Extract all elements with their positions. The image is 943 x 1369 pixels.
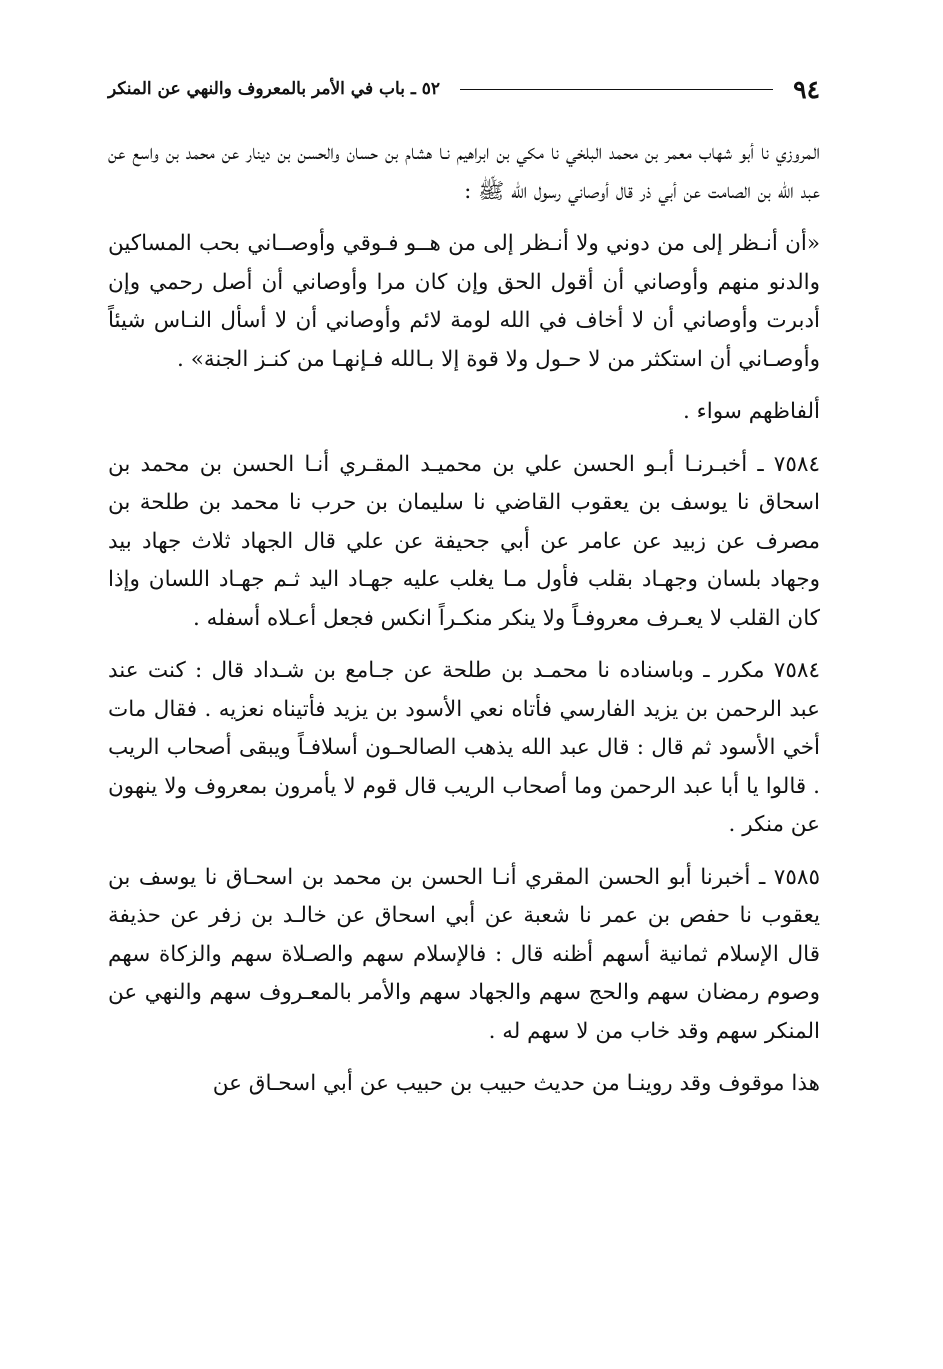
body-text: [108, 134, 820, 1118]
page-number: ٩٤: [793, 74, 820, 104]
paragraph-note: ألفاظهم سواء .: [683, 399, 820, 424]
paragraph-hadith-7584: ٧٥٨٤ ـ أخبـرنـا أبـو الحسن علي بن محميـد المقـري أنـا الحسن بن محمد بن اسحاق نا يوسف بن يعقوب القاضي نا سليمان بن حرب نا محمد بن طلحة بن مصرف عن زبيد عن عامر عن أبي جحيفة عن علي قال الجهاد ثلاث جهاد بيد وجهاد بلسان وجهـاد بقلب فأول مـا يغلب عليه جهـاد اليد ثـم جهـاد اللسان وإذا كان القلب لا يعـرف معروفـاً ولا ينكر منكـراً انكس فجعل أعـلاه أسفله .: [108, 451, 820, 631]
header-rule: [460, 89, 773, 90]
paragraph-hadith-7584-repeat: ٧٥٨٤ مكرر ـ وباسناده نا محمـد بن طلحة عن جـامع بن شـداد قال : كنت عند عبد الرحمن بن يزيد الفارسي فأتاه نعي الأسود بن يزيد فأتيناه نعزيه . فقال مات أخي الأسود ثم قال : قال عبد الله يذهب الصالحـون أسلافـاً ويبقى أصحاب الريب . قالوا يا أبا عبد الرحمن وما أصحاب الريب قال قوم لا يأمرون بمعروف ولا ينهون عن منكر .: [108, 658, 820, 837]
page-header: [108, 72, 820, 106]
paragraph-hadith-text: «أن أنـظر إلى من دوني ولا أنـظر إلى من هــو فـوقي وأوصــاني بحب المساكين والدنو منهم وأوصاني أن أقول الحق وإن كان مرا وأوصاني أن أصل رحمي وإن أدبرت وأوصاني أن لا أخاف في الله لومة لائم وأوصاني أن لا أسأل النـاس شيئاً وأوصـاني أن استكثر من لا حـول ولا قوة إلا بـالله فـإنهـا من كنـز الجنة» .: [108, 231, 820, 372]
paragraph-continuation: هذا موقوف وقد روينـا من حديث حبيب بن حبيب عن أبي اسحـاق عن: [212, 1071, 820, 1096]
running-title: ٥٢ ـ باب في الأمر بالمعروف والنهي عن المنكر: [108, 79, 441, 99]
paragraph-isnad: المروزي نا أبو شهاب معمر بن محمد البلخي نا مكي بن ابراهيم نـا هشام بن حسان والحسن بن دينار عن محمد بن واسع عن عبد الله بن الصامت عن أبي ذر قال أوصاني رسول الله ﷺ :: [108, 140, 820, 204]
paragraph-hadith-7585: ٧٥٨٥ ـ أخبرنا أبو الحسن المقري أنـا الحسن بن محمد بن اسحـاق نا يوسف بن يعقوب نا حفص بن عمر نا شعبة عن أبي اسحاق عن خالـد بن زفر عن حذيفة قال الإسلام ثمانية أسهم أظنه قال : فالإسلام سهم والصـلاة سهم والزكاة سهم وصوم رمضان سهم والحج سهم والجهاد سهم والأمر بالمعـروف سهم والنهي عن المنكر سهم وقد خاب من لا سهم له .: [108, 864, 820, 1044]
